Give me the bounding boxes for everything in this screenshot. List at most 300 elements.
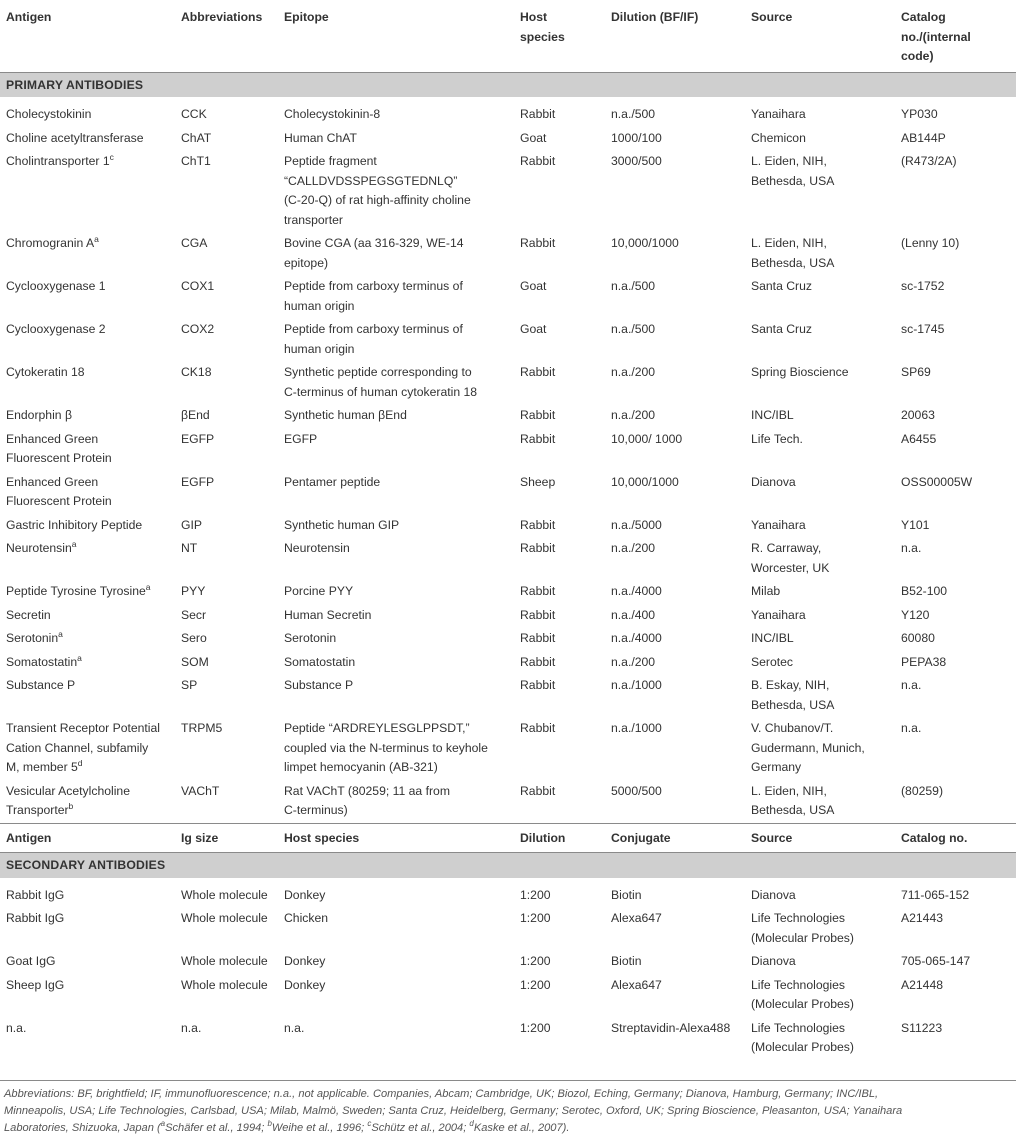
primary-header-row bbox=[0, 0, 1016, 72]
cell-antigen-line: Cyclooxygenase 1 bbox=[6, 279, 106, 293]
cell-epitope-line: Peptide from carboxy terminus of bbox=[284, 279, 463, 293]
cell-abbreviation: EGFP bbox=[181, 431, 215, 446]
cell-abbreviation: βEnd bbox=[181, 408, 210, 422]
cell-abbreviation: COX1 bbox=[181, 279, 215, 293]
cell-epitope bbox=[278, 232, 514, 275]
cell-source bbox=[745, 974, 895, 1017]
cell-host-species: Donkey bbox=[284, 954, 326, 968]
cell-antigen-line: Choline acetyltransferase bbox=[6, 130, 144, 145]
cell-abbreviation: COX2 bbox=[181, 322, 215, 336]
cell-source bbox=[745, 514, 895, 538]
cell-dilution: 3000/500 bbox=[611, 154, 662, 168]
header-host-line: Host bbox=[520, 10, 548, 24]
cell-antigen bbox=[0, 404, 175, 428]
cell-source bbox=[745, 232, 895, 275]
cell-epitope bbox=[278, 604, 514, 628]
cell-source-line: (Molecular Probes) bbox=[751, 997, 854, 1011]
table-row bbox=[0, 780, 1016, 824]
cell-epitope-line: coupled via the N-terminus to keyhole bbox=[284, 740, 488, 755]
cell-abbreviation: NT bbox=[181, 541, 198, 555]
cell-source-line: Gudermann, Munich, bbox=[751, 740, 865, 755]
footnote-marker: a bbox=[58, 629, 63, 639]
cell-antigen bbox=[0, 150, 175, 232]
table-row bbox=[0, 580, 1016, 604]
table-row bbox=[0, 150, 1016, 232]
footnote-line bbox=[0, 1120, 1016, 1137]
table-row bbox=[0, 974, 1016, 1017]
cell-source-line: B. Eskay, NIH, bbox=[751, 678, 830, 692]
cell-host-species: Rabbit bbox=[520, 783, 556, 798]
cell-dilution: n.a./500 bbox=[611, 322, 656, 336]
cell-source bbox=[745, 1017, 895, 1060]
secondary-header-row bbox=[0, 823, 1016, 853]
cell-host-species: Rabbit bbox=[520, 678, 556, 692]
cell-source bbox=[745, 884, 895, 908]
table-row bbox=[0, 627, 1016, 651]
cell-catalog: S11223 bbox=[901, 1020, 943, 1035]
cell-source bbox=[745, 537, 895, 580]
cell-host-species: Rabbit bbox=[520, 107, 556, 121]
header-source: Source bbox=[751, 10, 793, 24]
cell-source-line: V. Chubanov/T. bbox=[751, 721, 834, 735]
cell-epitope-line: Pentamer peptide bbox=[284, 474, 381, 489]
cell-epitope-line: Peptide “ARDREYLESGLPPSDT,” bbox=[284, 721, 470, 735]
table-row bbox=[0, 674, 1016, 717]
cell-epitope bbox=[278, 127, 514, 151]
cell-epitope-line: (C-20-Q) of rat high-affinity choline bbox=[284, 193, 471, 207]
cell-catalog: Y120 bbox=[901, 607, 930, 622]
footnote-ref: Weihe et al., 1996; bbox=[271, 1122, 368, 1134]
cell-host-species: Donkey bbox=[284, 977, 326, 992]
table-row bbox=[0, 361, 1016, 404]
table-row bbox=[0, 318, 1016, 361]
cell-epitope-line: Serotonin bbox=[284, 631, 337, 645]
footnote-marker: a bbox=[77, 652, 82, 663]
cell-source-line: Yanaihara bbox=[751, 107, 806, 121]
footnote-ref-mark: d bbox=[469, 1119, 474, 1128]
cell-source-line: Bethesda, USA bbox=[751, 255, 835, 270]
cell-epitope bbox=[278, 717, 514, 780]
cell-host-species: Rabbit bbox=[520, 154, 556, 168]
footnote-text: Laboratories, Shizuoka, Japan ( bbox=[4, 1122, 161, 1134]
cell-source-line: Life Technologies bbox=[751, 1020, 845, 1035]
cell-epitope bbox=[278, 674, 514, 717]
cell-source-line: Worcester, UK bbox=[751, 560, 830, 575]
cell-antigen-line: Cytokeratin 18 bbox=[6, 365, 85, 379]
cell-abbreviation: Sero bbox=[181, 631, 207, 645]
cell-source-line: Santa Cruz bbox=[751, 279, 812, 293]
cell-catalog: A21448 bbox=[901, 977, 944, 992]
cell-source bbox=[745, 627, 895, 651]
cell-source-line: L. Eiden, NIH, bbox=[751, 236, 827, 250]
cell-ig-size: Whole molecule bbox=[181, 887, 268, 902]
cell-dilution: n.a./200 bbox=[611, 654, 656, 669]
header-catalog-line: no./(internal bbox=[901, 29, 971, 44]
table-row bbox=[0, 950, 1016, 974]
cell-abbreviation: CCK bbox=[181, 107, 207, 121]
footnote-ref: Schütz et al., 2004; bbox=[371, 1122, 470, 1134]
cell-abbreviation: PYY bbox=[181, 584, 206, 598]
cell-epitope-line: epitope) bbox=[284, 255, 329, 270]
cell-antigen bbox=[0, 674, 175, 717]
cell-epitope bbox=[278, 318, 514, 361]
table-row bbox=[0, 907, 1016, 950]
cell-host-species: Sheep bbox=[520, 474, 556, 489]
cell-dilution: n.a./200 bbox=[611, 365, 656, 379]
cell-antigen bbox=[0, 627, 175, 651]
cell-source-line: Bethesda, USA bbox=[751, 803, 835, 817]
cell-antigen-line: Gastric Inhibitory Peptide bbox=[6, 517, 143, 532]
cell-antigen-line: Transient Receptor Potential bbox=[6, 721, 161, 735]
cell-dilution: n.a./4000 bbox=[611, 584, 662, 598]
cell-source bbox=[745, 404, 895, 428]
cell-catalog: AB144P bbox=[901, 130, 946, 145]
cell-epitope bbox=[278, 471, 514, 514]
cell-ig-size: Whole molecule bbox=[181, 977, 268, 992]
header2-catalog: Catalog no. bbox=[895, 823, 1016, 853]
cell-source-line: Life Technologies bbox=[751, 977, 845, 992]
cell-epitope-line: human origin bbox=[284, 298, 355, 313]
cell-epitope bbox=[278, 627, 514, 651]
cell-antigen bbox=[0, 604, 175, 628]
cell-host-species: Rabbit bbox=[520, 584, 556, 598]
cell-antigen-line: Enhanced Green bbox=[6, 474, 99, 489]
cell-epitope bbox=[278, 780, 514, 824]
cell-host-species: Rabbit bbox=[520, 365, 556, 379]
table-row bbox=[0, 275, 1016, 318]
cell-antigen-line: Substance P bbox=[6, 678, 76, 692]
cell-source bbox=[745, 361, 895, 404]
cell-source bbox=[745, 907, 895, 950]
cell-source bbox=[745, 780, 895, 824]
cell-abbreviation: ChT1 bbox=[181, 154, 211, 168]
cell-antigen-line: Serotonin$^a$ bbox=[6, 629, 63, 645]
cell-catalog: 20063 bbox=[901, 408, 935, 422]
cell-epitope-line: Somatostatin bbox=[284, 654, 356, 669]
footnote-marker: d bbox=[77, 758, 83, 768]
cell-antigen-line: Fluorescent Protein bbox=[6, 494, 112, 508]
footnote-ref-mark: c bbox=[367, 1119, 372, 1128]
cell-antigen: Rabbit IgG bbox=[6, 887, 65, 902]
cell-antigen: Goat IgG bbox=[6, 954, 56, 968]
cell-abbreviation: TRPM5 bbox=[181, 721, 223, 735]
table-row bbox=[0, 604, 1016, 628]
cell-epitope bbox=[278, 404, 514, 428]
cell-catalog: n.a. bbox=[901, 678, 922, 692]
cell-abbreviation: CGA bbox=[181, 236, 208, 250]
cell-source bbox=[745, 651, 895, 675]
cell-source bbox=[745, 318, 895, 361]
cell-antigen bbox=[0, 127, 175, 151]
cell-epitope bbox=[278, 275, 514, 318]
cell-abbreviation: CK18 bbox=[181, 365, 212, 379]
cell-catalog: n.a. bbox=[901, 541, 922, 555]
cell-antigen: Rabbit IgG bbox=[6, 911, 65, 925]
table-row bbox=[0, 884, 1016, 908]
cell-antigen bbox=[0, 103, 175, 127]
cell-host-species: Rabbit bbox=[520, 721, 556, 735]
cell-epitope bbox=[278, 514, 514, 538]
cell-dilution: 1:200 bbox=[520, 977, 551, 992]
cell-epitope-line: Peptide from carboxy terminus of bbox=[284, 322, 463, 336]
header-epitope: Epitope bbox=[284, 10, 329, 24]
cell-abbreviation: GIP bbox=[181, 517, 202, 532]
header-catalog bbox=[895, 0, 1016, 72]
cell-source bbox=[745, 950, 895, 974]
table-row bbox=[0, 471, 1016, 514]
cell-antigen bbox=[0, 651, 175, 675]
cell-antigen-line: Fluorescent Protein bbox=[6, 451, 112, 465]
cell-source bbox=[745, 580, 895, 604]
cell-source-line: Chemicon bbox=[751, 130, 806, 145]
header2-conjugate: Conjugate bbox=[605, 823, 745, 853]
cell-abbreviation: ChAT bbox=[181, 130, 212, 145]
cell-antigen-line: Endorphin β bbox=[6, 408, 72, 422]
footnote-ref: Kaske et al., 2007). bbox=[473, 1122, 570, 1134]
footnote-marker: a bbox=[145, 582, 151, 592]
footnote-line: Minneapolis, USA; Life Technologies, Carlsbad, USA; Milab, Malmö, Sweden; Santa Cruz, Heidelberg, Germany; Serotec, Oxford, UK; Spring Bioscience, Pleasanton, USA; Yanaihara bbox=[4, 1105, 903, 1117]
cell-host-species: Rabbit bbox=[520, 607, 556, 622]
cell-dilution: n.a./1000 bbox=[611, 721, 662, 735]
cell-antigen bbox=[0, 232, 175, 275]
cell-catalog: (Lenny 10) bbox=[901, 236, 960, 250]
cell-antigen bbox=[0, 580, 175, 604]
cell-dilution: 5000/500 bbox=[611, 783, 662, 798]
footnote-ref: Schäfer et al., 1994; bbox=[165, 1122, 268, 1134]
cell-conjugate: Alexa647 bbox=[611, 977, 662, 992]
cell-catalog: A6455 bbox=[901, 431, 937, 446]
cell-antigen-line: Cholintransporter 1$^c$ bbox=[6, 152, 114, 168]
cell-epitope-line: Porcine PYY bbox=[284, 584, 354, 598]
cell-dilution: 10,000/ 1000 bbox=[611, 431, 683, 446]
footnote-line: Abbreviations: BF, brightfield; IF, immunofluorescence; n.a., not applicable. Companies, Abcam; Cambridge, UK; Biozol, Eching, Germany; Dianova, Hamburg, Germany; INC/IBL, bbox=[4, 1088, 879, 1100]
cell-host-species: Rabbit bbox=[520, 631, 556, 645]
cell-source-line: (Molecular Probes) bbox=[751, 1040, 854, 1054]
cell-host-species: n.a. bbox=[284, 1020, 305, 1035]
cell-dilution: 1:200 bbox=[520, 911, 551, 925]
cell-host-species: Goat bbox=[520, 322, 547, 336]
header-catalog-line: code) bbox=[901, 49, 934, 63]
cell-source-line: INC/IBL bbox=[751, 408, 794, 422]
cell-source-line: R. Carraway, bbox=[751, 541, 822, 555]
cell-source bbox=[745, 127, 895, 151]
cell-epitope-line: Bovine CGA (aa 316-329, WE-14 bbox=[284, 236, 464, 250]
cell-abbreviation: EGFP bbox=[181, 474, 215, 489]
table-row bbox=[0, 514, 1016, 538]
cell-antigen-line: Somatostatin$^a$ bbox=[6, 652, 82, 669]
table-row bbox=[0, 651, 1016, 675]
cell-epitope-line: human origin bbox=[284, 341, 355, 356]
footnote-marker: a bbox=[71, 539, 77, 549]
cell-abbreviation: VAChT bbox=[181, 783, 220, 798]
cell-antigen bbox=[0, 275, 175, 318]
cell-source-line: INC/IBL bbox=[751, 631, 794, 645]
table-row bbox=[0, 404, 1016, 428]
cell-catalog: 711-065-152 bbox=[901, 887, 970, 902]
header-abbreviations: Abbreviations bbox=[181, 10, 263, 24]
table-footnote bbox=[0, 1080, 1016, 1137]
cell-catalog: (R473/2A) bbox=[901, 154, 957, 168]
cell-dilution: n.a./1000 bbox=[611, 678, 662, 692]
cell-catalog: YP030 bbox=[901, 107, 938, 121]
cell-source-line: Life Technologies bbox=[751, 911, 845, 925]
table-row bbox=[0, 103, 1016, 127]
cell-host-species: Donkey bbox=[284, 887, 326, 902]
cell-source-line: L. Eiden, NIH, bbox=[751, 783, 827, 798]
cell-epitope bbox=[278, 651, 514, 675]
header2-dilution: Dilution bbox=[514, 823, 605, 853]
cell-epitope-line: Cholecystokinin-8 bbox=[284, 107, 381, 121]
cell-conjugate: Biotin bbox=[611, 887, 642, 902]
cell-source-line: Serotec bbox=[751, 654, 794, 669]
cell-source bbox=[745, 103, 895, 127]
footnote-marker: b bbox=[68, 801, 74, 811]
cell-dilution: n.a./5000 bbox=[611, 517, 662, 532]
cell-antigen-line: Peptide Tyrosine Tyrosine$^a$ bbox=[6, 582, 151, 598]
cell-catalog: sc-1752 bbox=[901, 279, 945, 293]
cell-antigen-line: Cation Channel, subfamily bbox=[6, 740, 149, 755]
cell-host-species: Rabbit bbox=[520, 408, 556, 422]
cell-dilution: 1000/100 bbox=[611, 130, 662, 145]
cell-antigen-line: Cyclooxygenase 2 bbox=[6, 322, 106, 336]
cell-antigen-line: Secretin bbox=[6, 607, 51, 622]
cell-epitope bbox=[278, 150, 514, 232]
cell-source-line: L. Eiden, NIH, bbox=[751, 154, 827, 168]
cell-catalog: A21443 bbox=[901, 911, 944, 925]
cell-ig-size: Whole molecule bbox=[181, 954, 268, 968]
cell-source-line: Spring Bioscience bbox=[751, 365, 849, 379]
cell-host-species: Goat bbox=[520, 279, 547, 293]
cell-antigen bbox=[0, 537, 175, 580]
footnote-ref-mark: a bbox=[160, 1119, 166, 1128]
cell-antigen bbox=[0, 428, 175, 471]
cell-host-species: Rabbit bbox=[520, 517, 556, 532]
header-catalog-line: Catalog bbox=[901, 10, 946, 24]
cell-ig-size: Whole molecule bbox=[181, 911, 268, 925]
header2-antigen: Antigen bbox=[0, 823, 175, 853]
cell-source-line: Milab bbox=[751, 584, 781, 598]
cell-catalog: n.a. bbox=[901, 721, 922, 735]
cell-dilution: 10,000/1000 bbox=[611, 236, 679, 250]
cell-antigen-line: Chromogranin $A^a$ bbox=[6, 234, 99, 250]
cell-epitope bbox=[278, 580, 514, 604]
cell-source-line: Germany bbox=[751, 760, 802, 774]
cell-dilution: 10,000/1000 bbox=[611, 474, 679, 489]
footnote-marker: a bbox=[94, 234, 99, 244]
cell-source bbox=[745, 471, 895, 514]
cell-antigen bbox=[0, 514, 175, 538]
cell-abbreviation: SOM bbox=[181, 654, 209, 669]
cell-epitope bbox=[278, 537, 514, 580]
cell-catalog: SP69 bbox=[901, 365, 931, 379]
cell-catalog: (80259) bbox=[901, 783, 944, 798]
cell-dilution: 1:200 bbox=[520, 1020, 551, 1035]
table-row bbox=[0, 127, 1016, 151]
cell-epitope-line: Human ChAT bbox=[284, 130, 357, 145]
cell-epitope bbox=[278, 103, 514, 127]
cell-source-line: Bethesda, USA bbox=[751, 697, 835, 712]
cell-epitope-line: Peptide fragment bbox=[284, 154, 377, 168]
cell-dilution: n.a./4000 bbox=[611, 631, 662, 645]
cell-epitope-line: transporter bbox=[284, 212, 343, 227]
cell-host-species: Chicken bbox=[284, 911, 329, 925]
cell-conjugate: Streptavidin-Alexa488 bbox=[611, 1020, 731, 1035]
table-row bbox=[0, 428, 1016, 471]
cell-dilution: n.a./500 bbox=[611, 107, 656, 121]
cell-source-line: Bethesda, USA bbox=[751, 173, 835, 188]
cell-source bbox=[745, 717, 895, 780]
secondary-section-title: SECONDARY ANTIBODIES bbox=[0, 853, 1016, 878]
cell-epitope-line: “CALLDVDSSPEGSGTEDNLQ” bbox=[284, 173, 458, 188]
primary-section-row bbox=[0, 72, 1016, 97]
cell-catalog: 60080 bbox=[901, 631, 935, 645]
cell-host-species: Goat bbox=[520, 130, 547, 145]
cell-epitope-line: C-terminus) bbox=[284, 803, 348, 817]
cell-source bbox=[745, 428, 895, 471]
cell-catalog: OSS00005W bbox=[901, 474, 973, 489]
cell-catalog: sc-1745 bbox=[901, 322, 945, 336]
table-row bbox=[0, 717, 1016, 780]
cell-source bbox=[745, 674, 895, 717]
cell-dilution: 1:200 bbox=[520, 954, 551, 968]
cell-catalog: B52-100 bbox=[901, 584, 948, 598]
cell-dilution: n.a./400 bbox=[611, 607, 656, 622]
cell-abbreviation: Secr bbox=[181, 607, 207, 622]
header-dilution: Dilution (BF/IF) bbox=[611, 10, 699, 24]
cell-epitope-line: Rat VAChT (80259; 11 aa from bbox=[284, 783, 450, 798]
cell-host-species: Rabbit bbox=[520, 541, 556, 555]
cell-antigen-line: Neurotensin$^a$ bbox=[6, 539, 77, 555]
cell-conjugate: Biotin bbox=[611, 954, 642, 968]
primary-section-title: PRIMARY ANTIBODIES bbox=[0, 72, 1016, 97]
cell-source bbox=[745, 275, 895, 318]
secondary-section-row bbox=[0, 853, 1016, 878]
cell-epitope-line: Synthetic human βEnd bbox=[284, 408, 407, 422]
cell-epitope-line: Neurotensin bbox=[284, 541, 350, 555]
cell-epitope-line: Synthetic peptide corresponding to bbox=[284, 365, 472, 379]
cell-source bbox=[745, 604, 895, 628]
cell-epitope bbox=[278, 428, 514, 471]
cell-antigen bbox=[0, 471, 175, 514]
header-host-species bbox=[514, 0, 605, 72]
cell-antigen: n.a. bbox=[6, 1020, 27, 1035]
cell-epitope-line: Synthetic human GIP bbox=[284, 517, 400, 532]
header-antigen: Antigen bbox=[6, 10, 52, 24]
cell-epitope-line: Human Secretin bbox=[284, 607, 372, 622]
cell-antigen-line: Cholecystokinin bbox=[6, 107, 92, 121]
cell-abbreviation: SP bbox=[181, 678, 198, 692]
cell-catalog: PEPA38 bbox=[901, 654, 947, 669]
cell-epitope-line: limpet hemocyanin (AB-321) bbox=[284, 760, 438, 774]
cell-source-line: Dianova bbox=[751, 887, 796, 902]
cell-catalog: Y101 bbox=[901, 517, 930, 532]
cell-source-line: Life Tech. bbox=[751, 431, 803, 446]
cell-epitope bbox=[278, 361, 514, 404]
cell-source-line: Yanaihara bbox=[751, 517, 806, 532]
header2-host-species: Host species bbox=[278, 823, 514, 853]
cell-dilution: 1:200 bbox=[520, 887, 551, 902]
header2-source: Source bbox=[745, 823, 895, 853]
footnote-marker: c bbox=[109, 152, 114, 162]
cell-antigen-line: M, member 5$^d$ bbox=[6, 758, 83, 774]
cell-antigen-line: Transporter$^b$ bbox=[6, 801, 74, 817]
cell-ig-size: n.a. bbox=[181, 1020, 202, 1035]
cell-antigen bbox=[0, 717, 175, 780]
table-row bbox=[0, 232, 1016, 275]
cell-antigen-line: Enhanced Green bbox=[6, 431, 99, 446]
header2-ig-size: Ig size bbox=[175, 823, 278, 853]
cell-dilution: n.a./200 bbox=[611, 541, 656, 555]
